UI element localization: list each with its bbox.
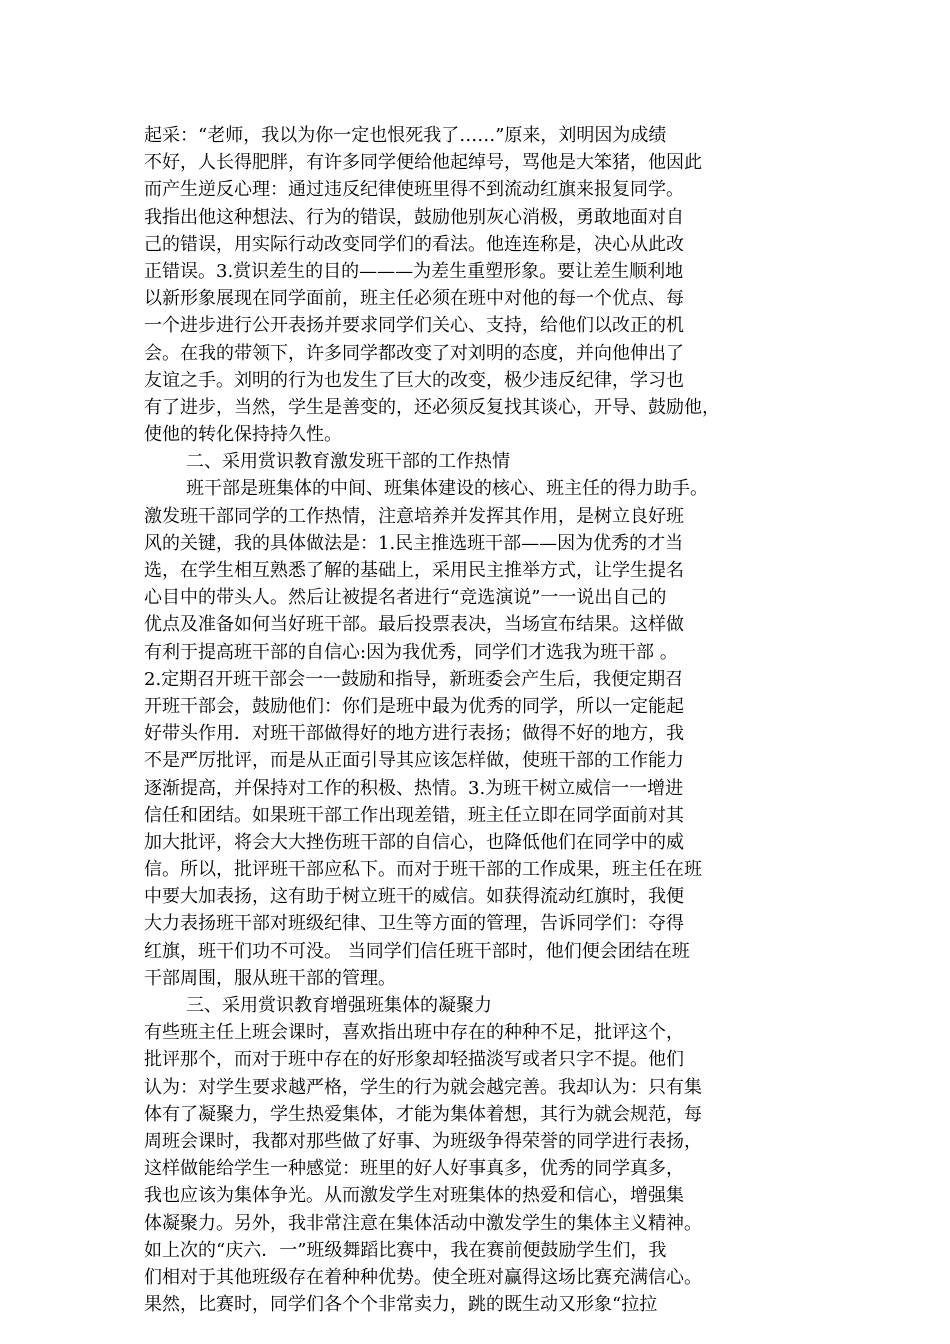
text-line: 不是严厉批评，而是从正面引导其应该怎样做，使班干部的工作能力 bbox=[144, 750, 684, 772]
text-line: 选，在学生相互熟悉了解的基础上，采用民主推举方式，让学生提名 bbox=[144, 560, 684, 581]
document-page bbox=[144, 122, 836, 1318]
text-line: 激发班干部同学的工作热情，注意培养并发挥其作用，是树立良好班 bbox=[144, 505, 684, 527]
text-line: 信。所以，批评班干部应私下。而对于班干部的工作成果，班主任在班 bbox=[144, 859, 702, 881]
text-line: 有利于提高班干部的自信心:因为我优秀，同学们才选我为班干部 。 bbox=[144, 641, 678, 663]
text-line: 以新形象展现在同学面前，班主任必须在班中对他的每一个优点、每 bbox=[144, 288, 684, 310]
section-heading-2: 二、采用赏识教育激发班干部的工作热情 bbox=[186, 451, 510, 473]
text-line: 中要大加表扬，这有助于树立班干的威信。如获得流动红旗时，我便 bbox=[144, 886, 684, 908]
text-line: 正错误。3.赏识差生的目的———为差生重塑形象。要让差生顺利地 bbox=[144, 260, 684, 282]
text-line: 而产生逆反心理：通过违反纪律使班里得不到流动红旗来报复同学。 bbox=[144, 179, 684, 201]
text-line: 不好，人长得肥胖，有许多同学便给他起绰号，骂他是大笨猪，他因此 bbox=[144, 152, 702, 174]
text-line: 有了进步，当然，学生是善变的，还必须反复找其谈心，开导、鼓励他， bbox=[144, 396, 720, 418]
paragraph-1 bbox=[144, 122, 836, 448]
text-line: 起采：“老师，我以为你一定也恨死我了……”原来，刘明因为成绩 bbox=[144, 125, 667, 146]
text-line: 干部周围，服从班干部的管理。 bbox=[144, 967, 396, 989]
text-line: 如上次的“庆六．一”班级舞蹈比赛中，我在赛前便鼓励学生们，我 bbox=[144, 1239, 667, 1261]
text-line: 班干部是班集体的中间、班集体建设的核心、班主任的得力助手。 bbox=[186, 478, 708, 500]
text-line: 这样做能给学生一种感觉：班里的好人好事真多，优秀的同学真多， bbox=[144, 1158, 684, 1180]
text-line: 认为：对学生要求越严格，学生的行为就会越完善。我却认为：只有集 bbox=[144, 1076, 702, 1098]
text-line: 逐渐提高，并保持对工作的积极、热情。3.为班干树立威信一一增进 bbox=[144, 777, 684, 799]
text-line: 批评那个，而对于班中存在的好形象却轻描淡写或者只字不提。他们 bbox=[144, 1049, 684, 1071]
text-line: 果然，比赛时，同学们各个个非常卖力，跳的既生动又形象“拉拉 bbox=[144, 1294, 658, 1316]
text-line: 体凝聚力。另外，我非常注意在集体活动中激发学生的集体主义精神。 bbox=[144, 1212, 702, 1234]
text-line: 好带头作用．对班干部做得好的地方进行表扬；做得不好的地方，我 bbox=[144, 723, 684, 745]
text-line: 风的关键，我的具体做法是：1.民主推选班干部——因为优秀的才当 bbox=[144, 532, 684, 554]
text-line: 2.定期召开班干部会一一鼓励和指导，新班委会产生后，我便定期召 bbox=[144, 668, 684, 690]
text-line: 红旗，班干们功不可没。 当同学们信任班干部时，他们便会团结在班 bbox=[144, 940, 690, 962]
text-line: 使他的转化保持持久性。 bbox=[144, 424, 342, 446]
text-line: 我指出他这种想法、行为的错误，鼓励他别灰心消极，勇敢地面对自 bbox=[144, 206, 684, 228]
text-line: 加大批评，将会大大挫伤班干部的自信心，也降低他们在同学中的威 bbox=[144, 831, 684, 853]
text-line: 有些班主任上班会课时，喜欢指出班中存在的种种不足，批评这个， bbox=[144, 1022, 684, 1044]
text-line: 己的错误，用实际行动改变同学们的看法。他连连称是，决心从此改 bbox=[144, 233, 684, 255]
text-line: 大力表扬班干部对班级纪律、卫生等方面的管理，告诉同学们：夺得 bbox=[144, 913, 684, 935]
text-line: 一个进步进行公开表扬并要求同学们关心、支持，给他们以改正的机 bbox=[144, 315, 684, 337]
text-line: 友谊之手。刘明的行为也发生了巨大的改变，极少违反纪律，学习也 bbox=[144, 369, 684, 391]
text-line: 心目中的带头人。然后让被提名者进行“竞选演说”一一说出自己的 bbox=[144, 587, 667, 609]
paragraph-3 bbox=[144, 1019, 836, 1318]
text-line: 体有了凝聚力，学生热爱集体，才能为集体着想，其行为就会规范，每 bbox=[144, 1103, 702, 1125]
text-line: 开班干部会，鼓励他们：你们是班中最为优秀的同学，所以一定能起 bbox=[144, 695, 684, 717]
text-line: 信任和团结。如果班干部工作出现差错，班主任立即在同学面前对其 bbox=[144, 804, 684, 826]
section-heading-3: 三、采用赏识教育增强班集体的凝聚力 bbox=[186, 995, 492, 1016]
text-line: 们相对于其他班级存在着种种优势。使全班对赢得这场比赛充满信心。 bbox=[144, 1266, 702, 1288]
text-line: 周班会课时，我都对那些做了好事、为班级争得荣誉的同学进行表扬， bbox=[144, 1130, 702, 1152]
paragraph-2 bbox=[144, 475, 836, 992]
text-line: 优点及准备如何当好班干部。最后投票表决，当场宣布结果。这样做 bbox=[144, 614, 684, 636]
text-line: 会。在我的带领下，许多同学都改变了对刘明的态度，并向他伸出了 bbox=[144, 342, 684, 364]
text-line: 我也应该为集体争光。从而激发学生对班集体的热爱和信心，增强集 bbox=[144, 1185, 684, 1207]
